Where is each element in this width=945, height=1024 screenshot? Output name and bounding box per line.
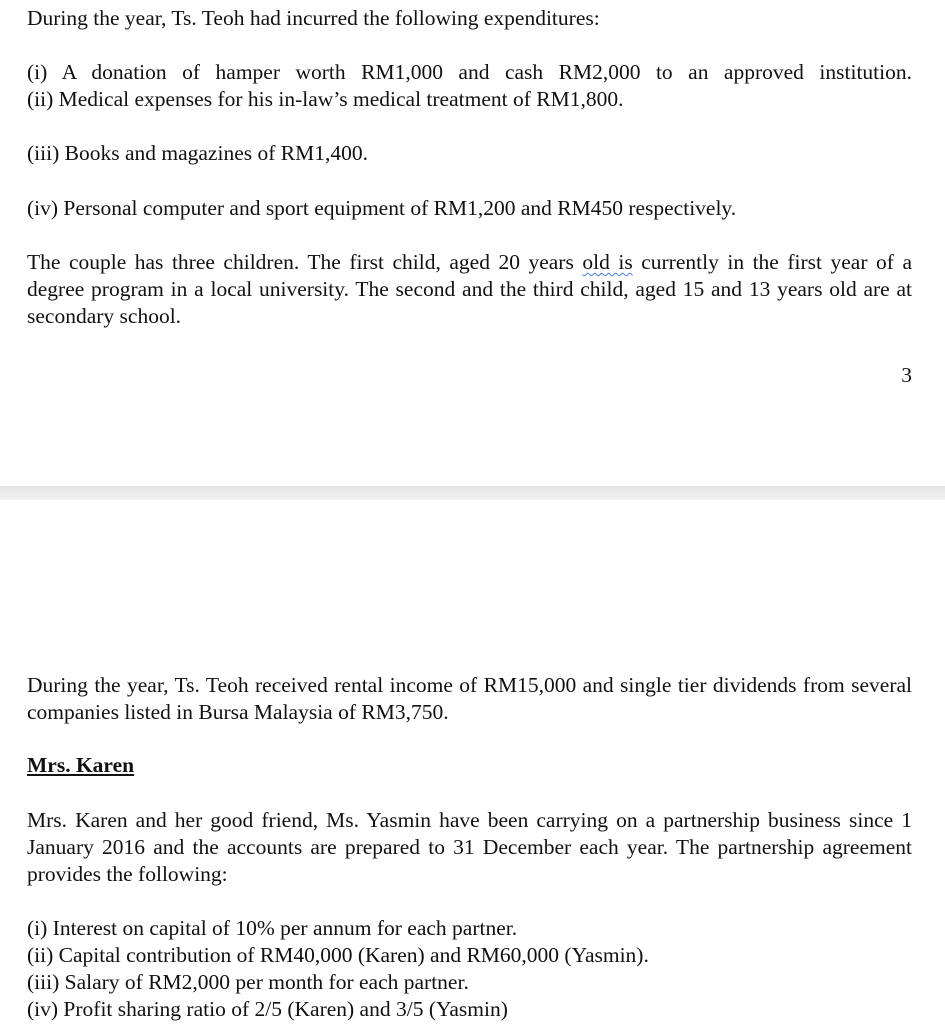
children-paragraph (27, 249, 912, 330)
page-break (0, 486, 945, 500)
expenditure-item-3: (iii) Books and magazines of RM1,400. (27, 141, 368, 165)
expenditure-item-1: (i) A donation of hamper worth RM1,000 and cash RM2,000 to an approved institution. (27, 60, 912, 84)
section-title-text: Mrs. Karen (27, 753, 135, 777)
grammar-flag[interactable]: old is (582, 250, 633, 274)
expenditure-item-2: (ii) Medical expenses for his in-law’s medical treatment of RM1,800. (27, 87, 624, 111)
income-paragraph: During the year, Ts. Teoh received rental income of RM15,000 and single tier dividends from several companies listed in Bursa Malaysia of RM3,750. (27, 673, 912, 724)
partnership-paragraph: Mrs. Karen and her good friend, Ms. Yasmin have been carrying on a partnership business since 1 January 2016 and the accounts are prepared to 31 December each year. The partnership agreement provides the following: (27, 808, 912, 886)
children-text-1: The couple has three children. The first child, aged 20 years (27, 250, 583, 274)
section-title (27, 752, 912, 779)
partnership-item-3: (iii) Salary of RM2,000 per month for each partner. (27, 970, 469, 994)
partnership-item-2: (ii) Capital contribution of RM40,000 (Karen) and RM60,000 (Yasmin). (27, 943, 649, 967)
children-text-2: currently in the first year of a degree program in a local university. The second and the third child, aged 15 and 13 years old are at secondary school. (27, 250, 912, 328)
partnership-item-4: (iv) Profit sharing ratio of 2/5 (Karen) and 3/5 (Yasmin) (27, 997, 508, 1021)
expenditures-intro: During the year, Ts. Teoh had incurred the following expenditures: (27, 6, 600, 30)
partnership-item-1: (i) Interest on capital of 10% per annum for each partner. (27, 916, 518, 940)
expenditure-item-4: (iv) Personal computer and sport equipment of RM1,200 and RM450 respectively. (27, 196, 737, 220)
page-number: 3 (901, 363, 912, 387)
